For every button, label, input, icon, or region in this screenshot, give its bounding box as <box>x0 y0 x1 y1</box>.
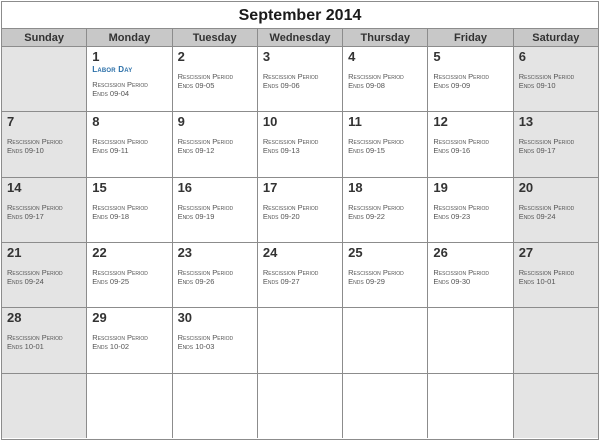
rescission-note <box>348 203 422 221</box>
rescission-note <box>178 268 252 286</box>
rescission-end-date: Ends 09-29 <box>348 276 385 286</box>
rescission-end-date: Ends 09-10 <box>518 81 556 90</box>
rescission-end-date: Ends 09-25 <box>92 276 130 286</box>
day-number: 5 <box>433 49 441 64</box>
day-number: 11 <box>348 114 362 130</box>
rescission-end-date: Ends 09-11 <box>92 146 129 156</box>
calendar <box>1 1 599 440</box>
day-number: 29 <box>92 310 107 326</box>
calendar-title: September 2014 <box>2 2 598 29</box>
rescission-period-label: Rescission Period <box>177 333 234 343</box>
rescission-end-date: Ends 10-02 <box>92 342 130 352</box>
weekday-header-friday: Friday <box>428 29 513 46</box>
rescission-end-date: Ends 09-15 <box>348 146 385 156</box>
rescission-note <box>433 72 507 90</box>
day-number: 30 <box>177 310 193 326</box>
day-cell-1[interactable] <box>87 47 172 111</box>
day-cell-29[interactable] <box>87 308 172 372</box>
weekday-header-sunday: Sunday <box>2 29 87 46</box>
day-cell-30[interactable] <box>173 308 258 372</box>
rescission-note <box>348 72 422 90</box>
rescission-note <box>7 333 81 351</box>
rescission-period-label: Rescission Period <box>7 333 63 343</box>
day-number: 6 <box>518 49 526 64</box>
weekday-header-row <box>2 29 598 47</box>
weekday-header-thursday: Thursday <box>343 29 428 46</box>
day-cell-25[interactable] <box>343 243 428 307</box>
rescission-period-label: Rescission Period <box>348 137 404 147</box>
rescission-note <box>519 268 593 286</box>
day-cell-2[interactable] <box>173 47 258 111</box>
day-cell-5[interactable] <box>428 47 513 111</box>
rescission-period-label: Rescission Period <box>92 137 148 147</box>
rescission-end-date: Ends 09-19 <box>177 211 215 221</box>
rescission-period-label: Rescission Period <box>348 267 404 277</box>
rescission-period-label: Rescission Period <box>518 202 575 212</box>
rescission-note <box>7 203 81 221</box>
empty-day-cell[interactable] <box>514 308 598 372</box>
day-number: 1 <box>92 49 100 64</box>
rescission-note <box>519 137 593 155</box>
day-number: 27 <box>518 244 534 260</box>
weekday-header-saturday: Saturday <box>532 32 580 44</box>
rescission-end-date: Ends 09-12 <box>177 146 215 156</box>
day-cell-10[interactable] <box>258 112 343 176</box>
rescission-end-date: Ends 10-01 <box>518 276 556 286</box>
day-number: 28 <box>7 310 22 326</box>
day-number: 3 <box>262 49 271 64</box>
rescission-period-label: Rescission Period <box>177 72 234 81</box>
rescission-period-label: Rescission Period <box>7 137 63 147</box>
rescission-note <box>348 137 422 155</box>
rescission-end-date: Ends 09-24 <box>518 211 556 221</box>
day-cell-13[interactable] <box>514 112 598 176</box>
day-number: 8 <box>92 114 100 130</box>
empty-day-cell[interactable] <box>258 308 343 372</box>
rescission-period-label: Rescission Period <box>433 202 489 212</box>
rescission-note <box>178 72 252 90</box>
rescission-period-label: Rescission Period <box>262 72 319 81</box>
empty-day-cell[interactable] <box>2 47 87 111</box>
calendar-week-row <box>2 308 598 373</box>
day-number: 16 <box>177 179 193 195</box>
rescission-period-label: Rescission Period <box>433 137 489 147</box>
day-cell-19[interactable] <box>428 178 513 242</box>
rescission-period-label: Rescission Period <box>433 72 489 81</box>
calendar-week-row <box>2 112 598 177</box>
rescission-note <box>178 137 252 155</box>
day-number: 17 <box>262 179 278 195</box>
calendar-week-row <box>2 243 598 308</box>
rescission-period-label: Rescission Period <box>177 267 234 277</box>
rescission-end-date: Ends 09-04 <box>92 89 130 98</box>
rescission-end-date: Ends 09-13 <box>262 146 300 156</box>
calendar-week-row <box>2 178 598 243</box>
calendar-week-row <box>2 374 598 438</box>
rescission-end-date: Ends 09-17 <box>7 211 44 221</box>
rescission-period-label: Rescission Period <box>262 137 319 147</box>
day-cell-14[interactable] <box>2 178 87 242</box>
day-number: 7 <box>7 114 15 130</box>
rescission-note <box>92 80 166 98</box>
day-number: 14 <box>7 179 22 195</box>
rescission-end-date: Ends 09-09 <box>433 81 471 90</box>
rescission-note <box>7 137 81 155</box>
empty-day-cell[interactable] <box>2 374 87 438</box>
rescission-end-date: Ends 09-10 <box>7 146 44 156</box>
weekday-header-tuesday: Tuesday <box>173 29 258 46</box>
rescission-period-label: Rescission Period <box>92 202 148 212</box>
rescission-note <box>519 72 593 90</box>
day-cell-7[interactable] <box>2 112 87 176</box>
rescission-period-label: Rescission Period <box>7 202 63 212</box>
rescission-period-label: Rescission Period <box>348 72 404 81</box>
rescission-period-label: Rescission Period <box>7 267 63 277</box>
rescission-period-label: Rescission Period <box>348 202 404 212</box>
rescission-end-date: Ends 09-05 <box>177 81 215 90</box>
day-number: 15 <box>92 179 107 195</box>
empty-day-cell[interactable] <box>343 374 428 438</box>
rescission-note <box>92 203 166 221</box>
rescission-note <box>433 268 507 286</box>
weekday-header-wednesday: Wednesday <box>258 29 343 46</box>
rescission-period-label: Rescission Period <box>262 267 319 277</box>
empty-day-cell[interactable] <box>428 374 513 438</box>
weekday-header-monday: Monday <box>87 29 172 46</box>
rescission-end-date: Ends 09-17 <box>518 146 556 156</box>
rescission-end-date: Ends 09-24 <box>7 276 44 286</box>
day-cell-24[interactable] <box>258 243 343 307</box>
rescission-period-label: Rescission Period <box>177 202 234 212</box>
rescission-note <box>92 333 166 351</box>
day-cell-15[interactable] <box>87 178 172 242</box>
day-cell-3[interactable] <box>258 47 343 111</box>
day-cell-8[interactable] <box>87 112 172 176</box>
holiday-label: Labor Day <box>92 65 133 74</box>
day-number: 25 <box>348 244 363 260</box>
day-cell-23[interactable] <box>173 243 258 307</box>
rescission-note <box>263 268 337 286</box>
day-cell-21[interactable] <box>2 243 87 307</box>
day-number: 19 <box>433 179 448 195</box>
rescission-end-date: Ends 09-22 <box>348 211 385 221</box>
rescission-period-label: Rescission Period <box>92 333 148 343</box>
rescission-end-date: Ends 09-16 <box>433 146 471 156</box>
day-cell-18[interactable] <box>343 178 428 242</box>
day-number: 26 <box>433 244 448 260</box>
rescission-period-label: Rescission Period <box>92 267 148 277</box>
rescission-note <box>433 137 507 155</box>
day-cell-26[interactable] <box>428 243 513 307</box>
rescission-end-date: Ends 09-23 <box>433 211 471 221</box>
calendar-week-row <box>2 47 598 112</box>
rescission-note <box>263 137 337 155</box>
day-cell-9[interactable] <box>173 112 258 176</box>
rescission-note <box>92 268 166 286</box>
day-number: 2 <box>177 49 185 64</box>
day-number: 18 <box>348 179 363 195</box>
day-number: 20 <box>518 179 534 195</box>
empty-day-cell[interactable] <box>87 374 172 438</box>
day-cell-4[interactable] <box>343 47 428 111</box>
rescission-note <box>178 333 252 351</box>
rescission-period-label: Rescission Period <box>262 202 319 212</box>
day-number: 10 <box>262 114 278 130</box>
day-number: 13 <box>518 114 534 130</box>
day-cell-6[interactable] <box>514 47 598 111</box>
rescission-note <box>263 72 337 90</box>
empty-day-cell[interactable] <box>343 308 428 372</box>
day-number: 23 <box>177 244 193 260</box>
rescission-end-date: Ends 09-06 <box>262 81 300 90</box>
day-cell-28[interactable] <box>2 308 87 372</box>
rescission-period-label: Rescission Period <box>433 267 489 277</box>
rescission-end-date: Ends 09-18 <box>92 211 130 221</box>
day-number: 22 <box>92 244 107 260</box>
rescission-end-date: Ends 09-30 <box>433 276 471 286</box>
empty-day-cell[interactable] <box>258 374 343 438</box>
rescission-period-label: Rescission Period <box>518 267 575 277</box>
rescission-note <box>263 203 337 221</box>
day-number: 12 <box>433 114 448 130</box>
rescission-note <box>348 268 422 286</box>
rescission-end-date: Ends 10-03 <box>177 342 215 352</box>
rescission-note <box>433 203 507 221</box>
calendar-grid <box>2 47 598 438</box>
rescission-end-date: Ends 09-26 <box>177 276 215 286</box>
day-cell-16[interactable] <box>173 178 258 242</box>
day-number: 9 <box>177 114 185 130</box>
day-cell-22[interactable] <box>87 243 172 307</box>
rescission-period-label: Rescission Period <box>177 137 234 147</box>
rescission-period-label: Rescission Period <box>92 80 148 89</box>
day-number: 24 <box>262 244 278 260</box>
empty-day-cell[interactable] <box>173 374 258 438</box>
rescission-note <box>7 268 81 286</box>
empty-day-cell[interactable] <box>514 374 598 438</box>
rescission-end-date: Ends 09-20 <box>262 211 300 221</box>
rescission-note <box>178 203 252 221</box>
rescission-period-label: Rescission Period <box>518 72 575 81</box>
day-cell-17[interactable] <box>258 178 343 242</box>
rescission-end-date: Ends 09-27 <box>262 276 300 286</box>
day-cell-11[interactable] <box>343 112 428 176</box>
day-cell-27[interactable] <box>514 243 598 307</box>
rescission-note <box>519 203 593 221</box>
rescission-end-date: Ends 09-08 <box>348 81 385 90</box>
empty-day-cell[interactable] <box>428 308 513 372</box>
rescission-end-date: Ends 10-01 <box>7 342 44 352</box>
day-number: 4 <box>348 49 356 64</box>
day-cell-20[interactable] <box>514 178 598 242</box>
rescission-note <box>92 137 166 155</box>
day-cell-12[interactable] <box>428 112 513 176</box>
rescission-period-label: Rescission Period <box>518 137 575 147</box>
day-number: 21 <box>7 244 22 260</box>
